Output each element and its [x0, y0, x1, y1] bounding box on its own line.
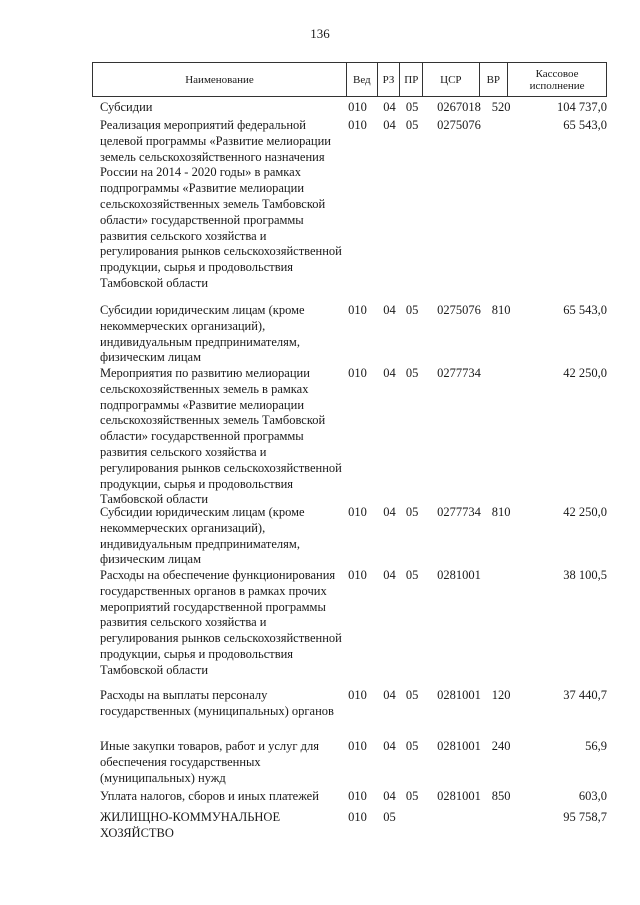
row-csr: 0275076	[437, 303, 481, 317]
header-sum: Кассовое исполнение	[529, 67, 585, 92]
row-rz: 05	[383, 810, 396, 824]
row-sum: 95 758,7	[563, 810, 607, 824]
row-rz: 04	[383, 739, 396, 753]
table-row	[92, 739, 607, 786]
header-rz: РЗ	[378, 63, 401, 96]
row-ved: 010	[348, 688, 367, 702]
row-sum: 104 737,0	[557, 100, 607, 114]
row-pr: 05	[405, 568, 419, 582]
row-rz: 04	[383, 789, 396, 803]
row-csr: 0277734	[437, 505, 481, 519]
row-pr: 05	[405, 118, 419, 132]
row-ved: 010	[348, 100, 367, 114]
row-rz: 04	[383, 303, 396, 317]
row-ved: 010	[348, 118, 367, 132]
header-vr: ВР	[480, 63, 509, 96]
row-vr: 810	[491, 303, 511, 317]
row-pr: 05	[405, 303, 419, 317]
row-ved: 010	[348, 505, 367, 519]
row-rz: 04	[383, 118, 396, 132]
row-sum: 38 100,5	[563, 568, 607, 582]
table-row	[92, 505, 607, 568]
row-sum: 37 440,7	[563, 688, 607, 702]
table-row	[92, 789, 607, 805]
row-pr	[400, 810, 437, 842]
budget-table	[92, 62, 607, 840]
row-ved: 010	[348, 810, 367, 824]
row-csr	[437, 810, 492, 842]
row-ved: 010	[348, 303, 367, 317]
row-name: Реализация мероприятий федеральной целевой программы «Развитие мелиорации земель сельскохозяйственного назначения России на 2014 - 2020 годы» в рамках подпрограммы «Развитие мелиорации сельскохозяйственных земель Тамбовской области» государственной программы развития сельского хозяйства и регулирования рынков сельскохозяйственной продукции, сырья и продовольствия Тамбовской области	[100, 118, 342, 290]
row-rz: 04	[383, 366, 396, 380]
row-csr: 0267018	[437, 100, 481, 114]
row-csr: 0275076	[437, 118, 481, 132]
table-row	[92, 303, 607, 366]
row-ved: 010	[348, 789, 367, 803]
row-vr: 240	[491, 739, 511, 753]
row-name: ЖИЛИЩНО-КОММУНАЛЬНОЕ ХОЗЯЙСТВО	[100, 810, 281, 840]
row-sum: 65 543,0	[563, 303, 607, 317]
row-pr: 05	[405, 366, 419, 380]
row-csr: 0281001	[437, 739, 481, 753]
row-pr: 05	[405, 789, 419, 803]
row-rz: 04	[383, 688, 396, 702]
row-vr	[492, 118, 521, 292]
page-number: 136	[310, 26, 330, 41]
row-name: Расходы на обеспечение функционирования государственных органов в рамках прочих мероприятий государственной программы развития сельского хозяйства и регулирования рынков сельскохозяйственной продукции, сырья и продовольствия Тамбовской области	[100, 568, 342, 677]
row-csr: 0281001	[437, 568, 481, 582]
row-csr: 0277734	[437, 366, 481, 380]
row-name: Расходы на выплаты персоналу государственных (муниципальных) органов	[100, 688, 334, 718]
row-sum: 56,9	[585, 739, 607, 753]
row-csr: 0281001	[437, 789, 481, 803]
row-ved: 010	[348, 366, 367, 380]
table-row	[92, 810, 607, 842]
row-name: Уплата налогов, сборов и иных платежей	[100, 789, 319, 803]
header-csr: ЦСР	[423, 63, 479, 96]
row-ved: 010	[348, 568, 367, 582]
row-sum: 42 250,0	[563, 366, 607, 380]
row-csr: 0281001	[437, 688, 481, 702]
table-row	[92, 568, 607, 679]
row-vr	[492, 810, 521, 842]
row-pr: 05	[405, 505, 419, 519]
row-pr: 05	[405, 688, 419, 702]
row-rz: 04	[383, 505, 396, 519]
row-vr: 810	[491, 505, 511, 519]
table-row	[92, 366, 607, 508]
row-sum: 42 250,0	[563, 505, 607, 519]
row-ved: 010	[348, 739, 367, 753]
row-sum: 603,0	[578, 789, 607, 803]
header-pr: ПР	[400, 63, 423, 96]
row-vr: 850	[491, 789, 511, 803]
row-vr	[492, 366, 521, 508]
table-row	[92, 100, 607, 116]
table-header	[92, 62, 607, 97]
row-name: Мероприятия по развитию мелиорации сельскохозяйственных земель в рамках подпрограммы «Развитие мелиорации сельскохозяйственных земель Тамбовской области» государственной программы развития сельского хозяйства и регулирования рынков сельскохозяйственной продукции, сырья и продовольствия Тамбовской области	[100, 366, 342, 507]
row-name: Субсидии юридическим лицам (кроме некоммерческих организаций), индивидуальным предпринимателям, физическим лицам	[100, 303, 305, 365]
row-name: Иные закупки товаров, работ и услуг для обеспечения государственных (муниципальных) нужд	[100, 739, 320, 785]
row-pr: 05	[405, 100, 419, 114]
row-vr: 520	[491, 100, 511, 114]
row-sum: 65 543,0	[563, 118, 607, 132]
row-vr: 120	[491, 688, 511, 702]
header-name: Наименование	[93, 63, 347, 96]
row-pr: 05	[405, 739, 419, 753]
row-vr	[492, 568, 521, 679]
row-name: Субсидии	[100, 100, 153, 114]
row-name: Субсидии юридическим лицам (кроме некоммерческих организаций), индивидуальным предпринимателям, физическим лицам	[100, 505, 305, 567]
table-row	[92, 688, 607, 720]
table-row	[92, 118, 607, 292]
header-ved: Вед	[347, 63, 378, 96]
row-rz: 04	[383, 100, 396, 114]
row-rz: 04	[383, 568, 396, 582]
